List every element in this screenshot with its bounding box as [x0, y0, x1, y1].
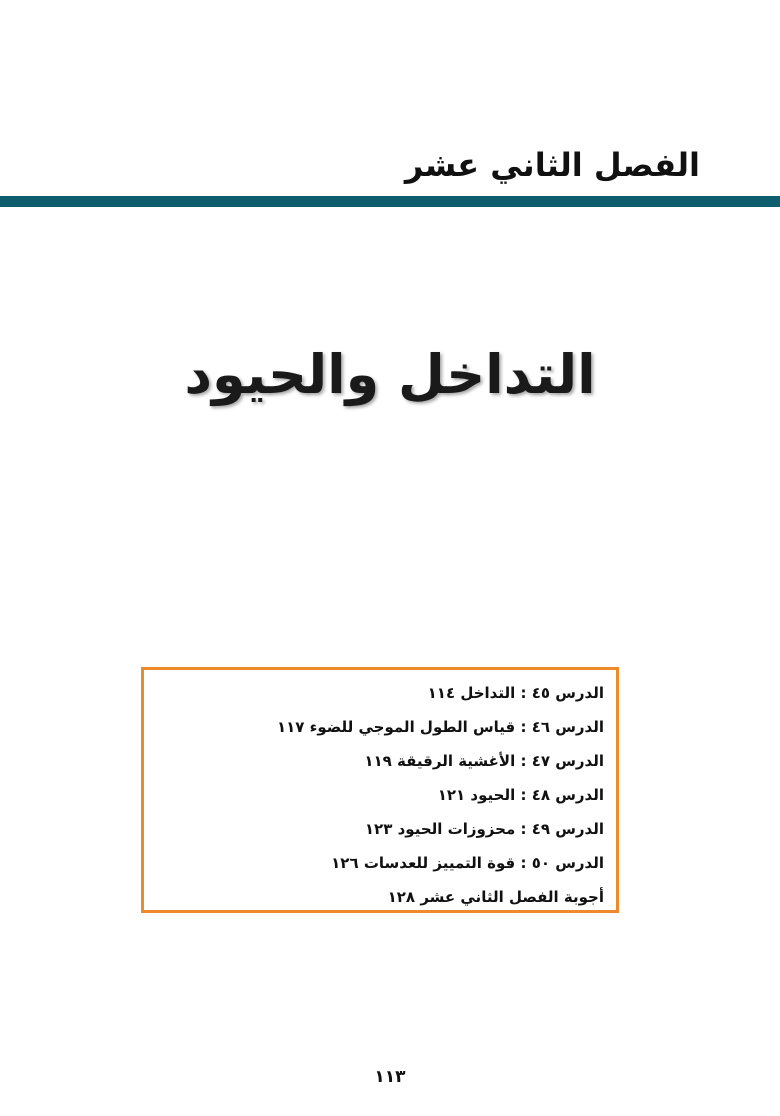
chapter-title: التداخل والحيود [184, 343, 596, 406]
toc-item-lesson-50[interactable]: الدرس ٥٠ : قوة التمييز للعدسات ١٢٦ [331, 854, 604, 872]
toc-item-answers[interactable]: أجوبة الفصل الثاني عشر ١٢٨ [387, 888, 604, 906]
chapter-label: الفصل الثاني عشر [404, 146, 700, 184]
toc-item-lesson-47[interactable]: الدرس ٤٧ : الأغشية الرقيقة ١١٩ [364, 752, 604, 770]
toc-item-lesson-45[interactable]: الدرس ٤٥ : التداخل ١١٤ [427, 684, 604, 702]
page-number: ١١٣ [374, 1067, 406, 1087]
toc-item-lesson-49[interactable]: الدرس ٤٩ : محزوزات الحيود ١٢٣ [364, 820, 604, 838]
toc-item-lesson-46[interactable]: الدرس ٤٦ : قياس الطول الموجي للضوء ١١٧ [276, 718, 604, 736]
header-divider [0, 196, 780, 207]
toc-item-lesson-48[interactable]: الدرس ٤٨ : الحيود ١٢١ [437, 786, 604, 804]
toc-list [156, 676, 604, 914]
table-of-contents [141, 667, 619, 913]
